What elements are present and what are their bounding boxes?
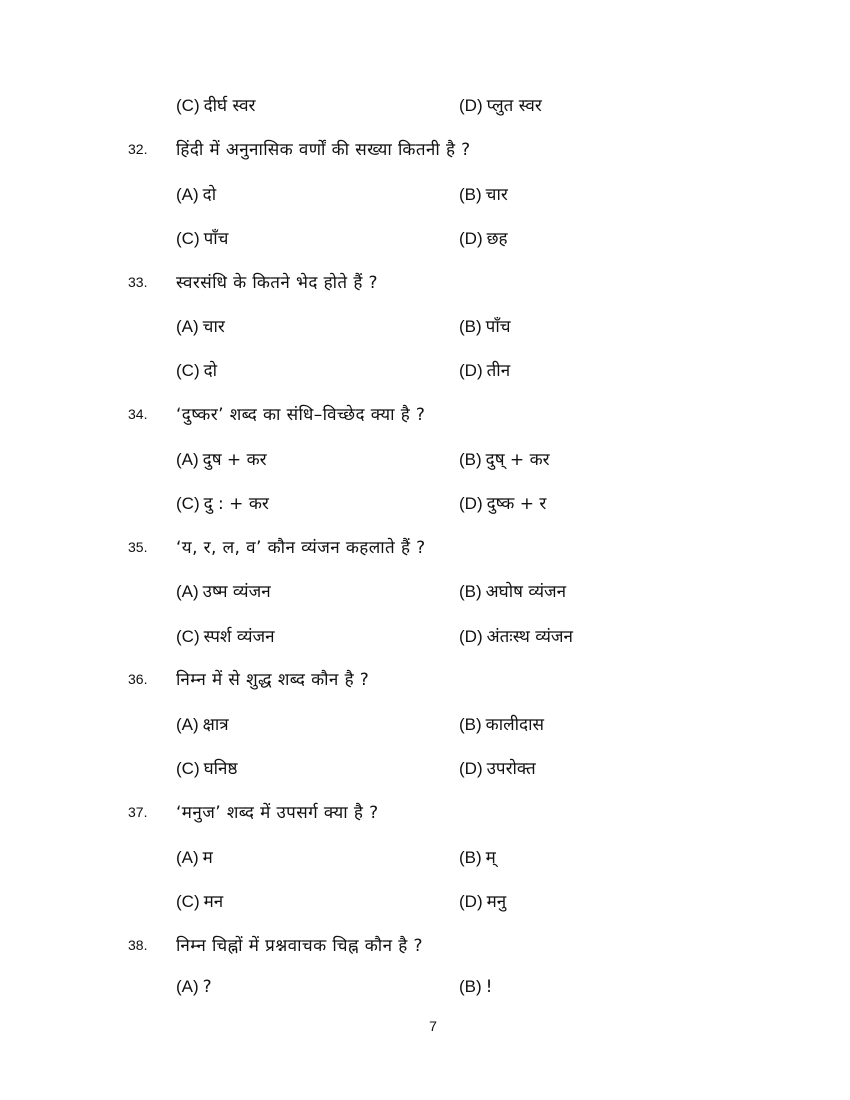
- option-b: (B) अघोष व्यंजन: [459, 582, 567, 602]
- option-b: (B) चार: [459, 185, 508, 205]
- option-b: (B) पाँच: [459, 317, 511, 337]
- option-d: (D) अंतःस्थ व्यंजन: [459, 627, 573, 647]
- option-b: (B) म्: [459, 848, 496, 868]
- question-text: निम्न चिह्नों में प्रश्नवाचक चिह्न कौन है ?: [176, 936, 423, 956]
- option-c: (C) घनिष्ठ: [176, 759, 238, 779]
- q31-options-row: [0, 90, 850, 120]
- option-c: (C) मन: [176, 892, 224, 912]
- option-a: (A) ?: [176, 977, 212, 997]
- q33-options-ab: [0, 311, 850, 341]
- question-text: ‘य, र, ल, व’ कौन व्यंजन कहलाते हैं ?: [176, 538, 426, 558]
- page-number: 7: [429, 1018, 437, 1034]
- question-38: [0, 930, 850, 960]
- question-32: [0, 134, 850, 164]
- q36-options-ab: [0, 709, 850, 739]
- option-a: (A) दो: [176, 185, 217, 205]
- question-text: स्वरसंधि के कितने भेद होते हैं ?: [176, 273, 378, 293]
- question-35: [0, 532, 850, 562]
- question-text: ‘मनुज’ शब्द में उपसर्ग क्या है ?: [176, 803, 379, 823]
- q35-options-cd: [0, 621, 850, 651]
- question-37: [0, 797, 850, 827]
- question-number: 37.: [128, 804, 148, 820]
- question-text: निम्न में से शुद्ध शब्द कौन है ?: [176, 670, 370, 690]
- option-d: (D) उपरोक्त: [459, 759, 536, 779]
- question-number: 38.: [128, 937, 148, 953]
- question-36: [0, 664, 850, 694]
- option-a: (A) म: [176, 848, 213, 868]
- q34-options-ab: [0, 444, 850, 474]
- option-a: (A) क्षात्र: [176, 715, 229, 735]
- q35-options-ab: [0, 576, 850, 606]
- option-d: (D) छह: [459, 229, 508, 249]
- option-a: (A) दुष + कर: [176, 450, 267, 470]
- option-c: (C) दो: [176, 361, 218, 381]
- option-d: (D) तीन: [459, 361, 511, 381]
- option-c: (C) दीर्घ स्वर: [176, 96, 256, 116]
- question-34: [0, 399, 850, 429]
- option-c: (C) दु : + कर: [176, 494, 269, 514]
- option-a: (A) चार: [176, 317, 225, 337]
- option-c: (C) पाँच: [176, 229, 229, 249]
- option-d: (D) मनु: [459, 892, 507, 912]
- option-c: (C) स्पर्श व्यंजन: [176, 627, 275, 647]
- question-33: [0, 267, 850, 297]
- q38-options-ab: [0, 974, 850, 1004]
- question-number: 34.: [128, 406, 148, 422]
- q33-options-cd: [0, 355, 850, 385]
- question-number: 32.: [128, 141, 148, 157]
- option-b: (B) कालीदास: [459, 715, 544, 735]
- q32-options-cd: [0, 223, 850, 253]
- q36-options-cd: [0, 753, 850, 783]
- question-number: 33.: [128, 274, 148, 290]
- question-text: हिंदी में अनुनासिक वर्णों की सख्या कितनी है ?: [176, 140, 471, 160]
- q37-options-ab: [0, 842, 850, 872]
- option-b: (B) दुष् + कर: [459, 450, 550, 470]
- q34-options-cd: [0, 488, 850, 518]
- question-text: ‘दुष्कर’ शब्द का संधि–विच्छेद क्या है ?: [176, 405, 426, 425]
- option-d: (D) प्लुत स्वर: [459, 96, 542, 116]
- option-b: (B) !: [459, 977, 493, 997]
- q37-options-cd: [0, 886, 850, 916]
- option-d: (D) दुष्क + र: [459, 494, 547, 514]
- option-a: (A) उष्म व्यंजन: [176, 582, 271, 602]
- q32-options-ab: [0, 179, 850, 209]
- question-number: 35.: [128, 539, 148, 555]
- question-number: 36.: [128, 671, 148, 687]
